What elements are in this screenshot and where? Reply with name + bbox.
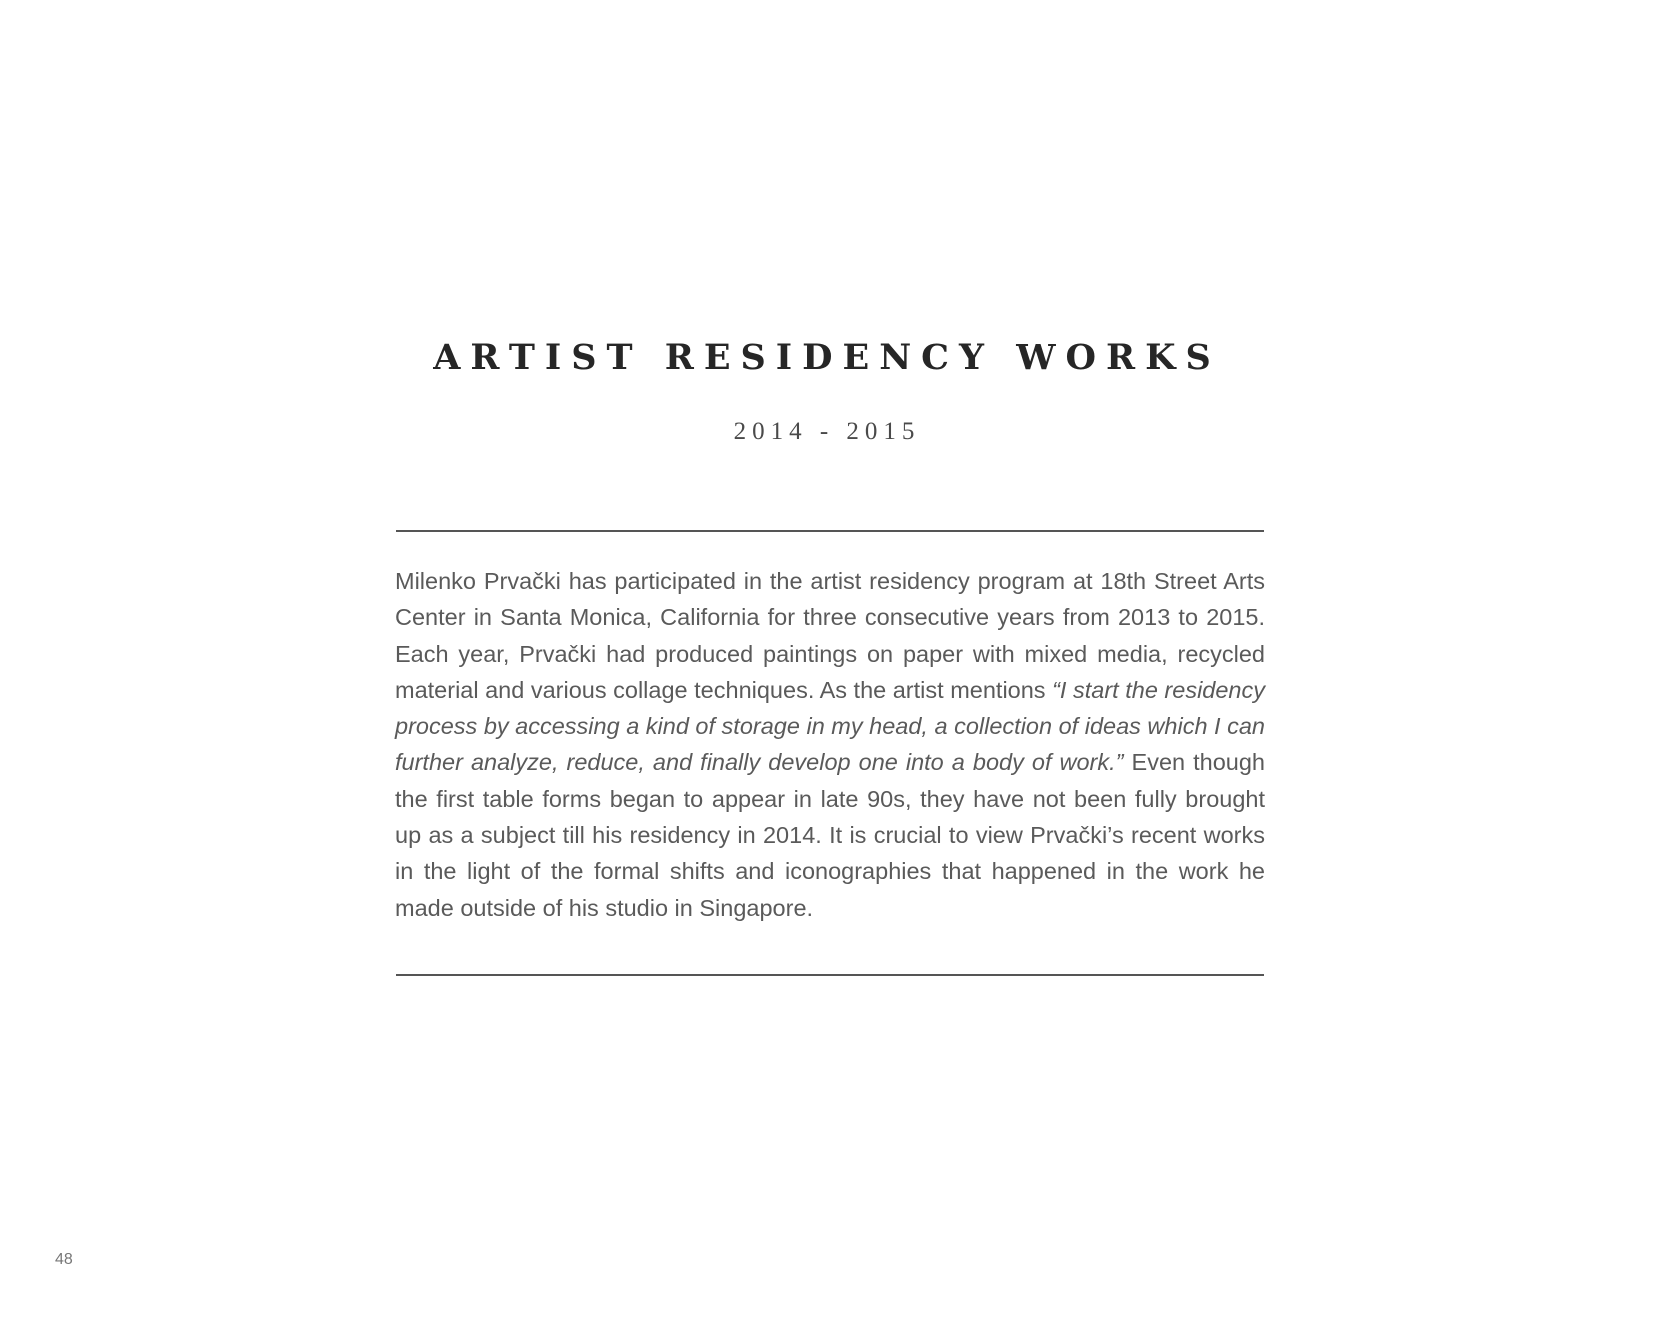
divider-bottom [396,974,1264,976]
body-paragraph [395,563,1265,926]
body-text-part-1: Milenko Prvački has participated in the artist residency program at 18th Street Arts Center in Santa Monica, California for three consecutive years from 2013 to 2015. Each year, Prvački had produced paintings on paper with mixed media, recycled material and various collage techniques. As the artist mentions [395,568,1265,703]
artist-quote: “I start the residency process by accessing a kind of storage in my head, a collection of ideas which I can further analyze, reduce, and finally develop one into a body of work.” [395,676,1265,776]
page-number: 48 [55,1251,73,1268]
page-title: ARTIST RESIDENCY WORKS [433,337,1221,378]
year-range: 2014 - 2015 [733,418,921,445]
body-text-part-2: Even though the first table forms began to appear in late 90s, they have not been fully brought up as a subject till his residency in 2014. It is crucial to view Prvački’s recent works in the light of the formal shifts and iconographies that happened in the work he made outside of his studio in Singapore. [395,749,1265,921]
divider-top [396,530,1264,532]
